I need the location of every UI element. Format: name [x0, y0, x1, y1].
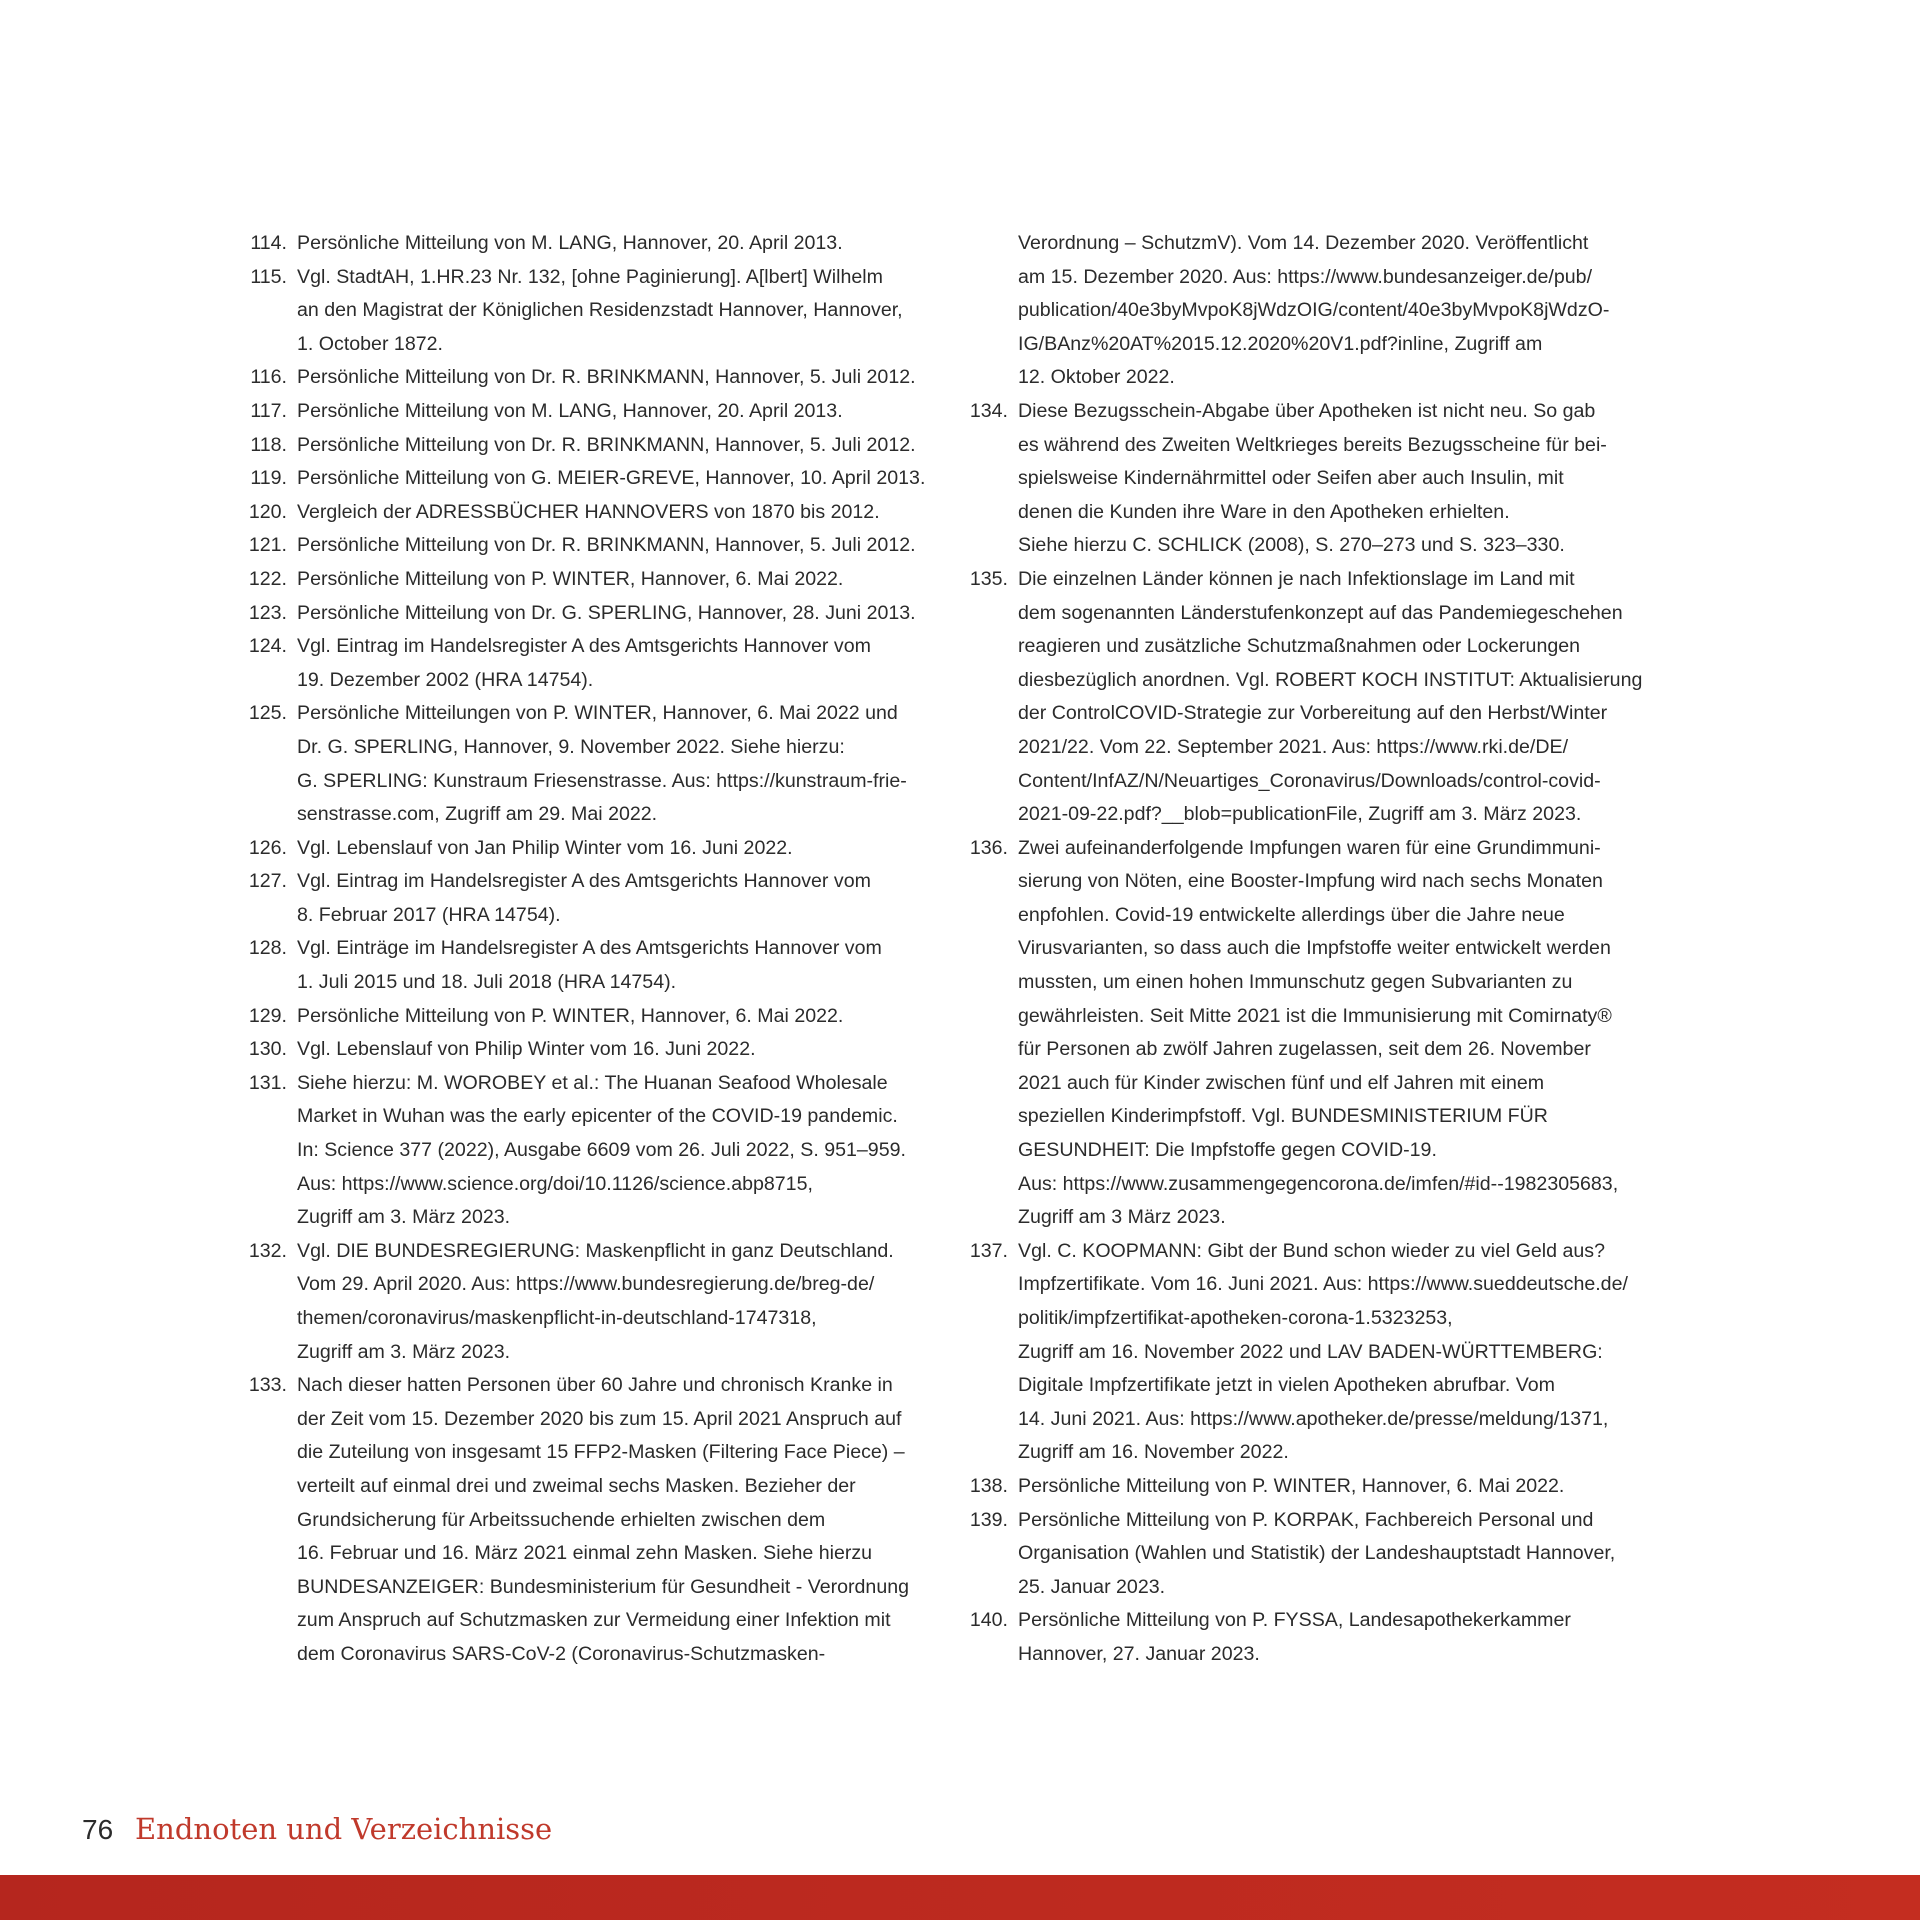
endnote-number: 120. [248, 500, 287, 523]
endnote-text-line: Vergleich der ADRESSBÜCHER HANNOVERS von 1870 bis 2012. [297, 500, 880, 523]
endnote-text-line: 12. Oktober 2022. [1018, 366, 1175, 389]
endnote-text-line: In: Science 377 (2022), Ausgabe 6609 vom 26. Juli 2022, S. 951–959. [297, 1139, 906, 1162]
endnote-text-line: der Zeit vom 15. Dezember 2020 bis zum 15. April 2021 Anspruch auf [297, 1407, 902, 1430]
endnote-number: 128. [248, 937, 287, 960]
endnote-text-line: Zugriff am 3 März 2023. [1018, 1206, 1226, 1229]
endnote-text-line: Vgl. Einträge im Handelsregister A des Amtsgerichts Hannover vom [297, 937, 882, 960]
endnote-number: 121. [248, 534, 287, 557]
page-number: 76 [82, 1814, 114, 1845]
endnote-text-line: Virusvarianten, so dass auch die Impfstoffe weiter entwickelt werden [1018, 937, 1611, 960]
endnote-115 [247, 261, 947, 362]
endnote-text-line: denen die Kunden ihre Ware in den Apotheken erhielten. [1018, 500, 1510, 523]
endnote-continuation [968, 227, 1678, 395]
endnote-text-line: Persönliche Mitteilung von P. WINTER, Hannover, 6. Mai 2022. [297, 1004, 844, 1027]
endnote-138 [968, 1470, 1678, 1504]
endnote-text-line: speziellen Kinderimpfstoff. Vgl. BUNDESMINISTERIUM FÜR [1018, 1105, 1548, 1128]
endnote-140 [968, 1604, 1678, 1671]
endnote-text-line: Diese Bezugsschein-Abgabe über Apotheken ist nicht neu. So gab [1018, 399, 1596, 422]
endnote-text-line: die Zuteilung von insgesamt 15 FFP2-Masken (Filtering Face Piece) – [297, 1441, 905, 1464]
endnote-number: 124. [248, 635, 287, 658]
endnote-number: 118. [250, 433, 287, 456]
endnote-text-line: für Personen ab zwölf Jahren zugelassen, seit dem 26. November [1018, 1038, 1591, 1061]
endnote-text-line: Vgl. C. KOOPMANN: Gibt der Bund schon wieder zu viel Geld aus? [1018, 1239, 1605, 1262]
endnote-text-line: Zugriff am 3. März 2023. [297, 1340, 511, 1363]
endnote-118 [247, 429, 947, 463]
endnote-text-line: Persönliche Mitteilung von P. FYSSA, Landesapothekerkammer [1018, 1609, 1571, 1632]
endnote-text-line: 2021-09-22.pdf?__blob=publicationFile, Zugriff am 3. März 2023. [1018, 803, 1582, 826]
endnote-137 [968, 1235, 1678, 1470]
endnote-text-line: Siehe hierzu C. SCHLICK (2008), S. 270–273 und S. 323–330. [1018, 534, 1565, 557]
endnote-text-line: Siehe hierzu: M. WOROBEY et al.: The Huanan Seafood Wholesale [297, 1071, 888, 1094]
endnote-text-line: Impfzertifikate. Vom 16. Juni 2021. Aus: https://www.sueddeutsche.de/ [1018, 1273, 1628, 1296]
endnote-number: 133. [248, 1374, 287, 1397]
endnote-number: 116. [250, 366, 287, 389]
endnote-125 [247, 697, 947, 831]
endnote-text-line: Dr. G. SPERLING, Hannover, 9. November 2022. Siehe hierzu: [297, 735, 845, 758]
endnote-text-line: Content/InfAZ/N/Neuartiges_Coronavirus/Downloads/control-covid- [1018, 769, 1601, 792]
endnote-text-line: Persönliche Mitteilung von G. MEIER-GREVE, Hannover, 10. April 2013. [297, 467, 926, 490]
endnote-120 [247, 496, 947, 530]
endnote-text-line: Zwei aufeinanderfolgende Impfungen waren für eine Grundimmuni- [1018, 836, 1601, 859]
endnote-text-line: Grundsicherung für Arbeitssuchende erhielten zwischen dem [297, 1508, 826, 1531]
endnote-number: 126. [248, 836, 287, 859]
endnote-text-line: mussten, um einen hohen Immunschutz gegen Subvarianten zu [1018, 971, 1573, 994]
endnote-text-line: 19. Dezember 2002 (HRA 14754). [297, 668, 594, 691]
endnote-number: 138. [969, 1474, 1008, 1497]
endnote-119 [247, 462, 947, 496]
endnotes-left-column [247, 227, 947, 1672]
endnote-135 [968, 563, 1678, 832]
endnote-text-line: spielsweise Kindernährmittel oder Seifen aber auch Insulin, mit [1018, 467, 1564, 490]
endnote-number: 139. [969, 1508, 1008, 1531]
endnote-text-line: Vgl. Lebenslauf von Jan Philip Winter vom 16. Juni 2022. [297, 836, 793, 859]
endnote-number: 125. [248, 702, 287, 725]
endnote-text-line: 16. Februar und 16. März 2021 einmal zehn Masken. Siehe hierzu [297, 1542, 873, 1565]
endnote-text-line: BUNDESANZEIGER: Bundesministerium für Gesundheit - Verordnung [297, 1575, 910, 1598]
endnote-text-line: Verordnung – SchutzmV). Vom 14. Dezember 2020. Veröffentlicht [1018, 232, 1589, 254]
endnote-number: 129. [248, 1004, 287, 1027]
endnote-123 [247, 597, 947, 631]
endnote-number: 117. [250, 399, 287, 422]
endnote-number: 115. [250, 265, 287, 288]
section-title: Endnoten und Verzeichnisse [135, 1812, 553, 1846]
endnote-number: 119. [250, 467, 287, 490]
endnote-text-line: 2021 auch für Kinder zwischen fünf und elf Jahren mit einem [1018, 1071, 1545, 1094]
endnote-127 [247, 865, 947, 932]
endnote-text-line: 1. Juli 2015 und 18. Juli 2018 (HRA 14754). [297, 971, 677, 994]
endnote-text-line: publication/40e3byMvpoK8jWdzOIG/content/40e3byMvpoK8jWdzO- [1018, 299, 1610, 322]
endnote-text-line: politik/impfzertifikat-apotheken-corona-1.5323253, [1018, 1307, 1453, 1329]
endnote-text-line: Hannover, 27. Januar 2023. [1018, 1642, 1260, 1665]
endnote-text-line: reagieren und zusätzliche Schutzmaßnahmen oder Lockerungen [1018, 635, 1581, 658]
endnote-text-line: am 15. Dezember 2020. Aus: https://www.bundesanzeiger.de/pub/ [1018, 265, 1593, 288]
endnote-text-line: sierung von Nöten, eine Booster-Impfung wird nach sechs Monaten [1018, 870, 1603, 893]
endnote-number: 122. [248, 567, 287, 590]
endnote-text-line: Zugriff am 16. November 2022 und LAV BADEN-WÜRTTEMBERG: [1018, 1340, 1603, 1363]
endnote-number: 131. [248, 1071, 287, 1094]
endnote-number: 134. [969, 399, 1008, 422]
endnote-text-line: Vgl. Lebenslauf von Philip Winter vom 16. Juni 2022. [297, 1038, 756, 1061]
endnote-126 [247, 832, 947, 866]
endnote-text-line: diesbezüglich anordnen. Vgl. ROBERT KOCH INSTITUT: Aktualisierung [1018, 668, 1643, 691]
endnote-number: 135. [969, 567, 1008, 590]
endnote-text-line: Persönliche Mitteilungen von P. WINTER, Hannover, 6. Mai 2022 und [297, 702, 898, 725]
endnote-text-line: 25. Januar 2023. [1018, 1575, 1166, 1598]
endnote-text-line: 14. Juni 2021. Aus: https://www.apotheker.de/presse/meldung/1371, [1018, 1407, 1609, 1430]
endnote-131 [247, 1067, 947, 1235]
endnote-text-line: verteilt auf einmal drei und zweimal sechs Masken. Bezieher der [297, 1474, 856, 1497]
endnote-text-line: Persönliche Mitteilung von M. LANG, Hannover, 20. April 2013. [297, 232, 843, 254]
endnote-117 [247, 395, 947, 429]
endnote-text-line: Vom 29. April 2020. Aus: https://www.bundesregierung.de/breg-de/ [297, 1273, 875, 1296]
endnote-text-line: 8. Februar 2017 (HRA 14754). [297, 903, 561, 926]
endnote-text-line: 1. October 1872. [297, 332, 443, 355]
endnote-text-line: Vgl. StadtAH, 1.HR.23 Nr. 132, [ohne Paginierung]. A[lbert] Wilhelm [297, 265, 883, 288]
endnote-text-line: Die einzelnen Länder können je nach Infektionslage im Land mit [1018, 567, 1575, 590]
endnote-text-line: 2021/22. Vom 22. September 2021. Aus: https://www.rki.de/DE/ [1018, 735, 1569, 758]
endnote-text-line: dem Coronavirus SARS-CoV-2 (Coronavirus-Schutzmasken- [297, 1642, 826, 1665]
endnote-text-line: GESUNDHEIT: Die Impfstoffe gegen COVID-19. [1018, 1139, 1437, 1162]
endnote-number: 137. [969, 1239, 1008, 1262]
endnote-121 [247, 529, 947, 563]
endnote-128 [247, 932, 947, 999]
endnote-text-line: dem sogenannten Länderstufenkonzept auf das Pandemiegeschehen [1018, 601, 1623, 624]
endnote-130 [247, 1033, 947, 1067]
endnote-136 [968, 832, 1678, 1235]
endnote-text-line: zum Anspruch auf Schutzmasken zur Vermeidung einer Infektion mit [297, 1609, 891, 1632]
endnote-129 [247, 1000, 947, 1034]
endnote-text-line: Nach dieser hatten Personen über 60 Jahre und chronisch Kranke in [297, 1374, 893, 1397]
endnote-text-line: Persönliche Mitteilung von M. LANG, Hannover, 20. April 2013. [297, 399, 843, 422]
endnote-133 [247, 1369, 947, 1671]
endnote-text-line: Persönliche Mitteilung von P. WINTER, Hannover, 6. Mai 2022. [297, 567, 844, 590]
endnote-124 [247, 630, 947, 697]
endnote-text-line: Persönliche Mitteilung von Dr. R. BRINKMANN, Hannover, 5. Juli 2012. [297, 366, 916, 389]
endnote-number: 140. [969, 1609, 1008, 1632]
endnote-text-line: Zugriff am 3. März 2023. [297, 1206, 511, 1229]
footer-bar [0, 1875, 1920, 1920]
endnote-text-line: IG/BAnz%20AT%2015.12.2020%20V1.pdf?inline, Zugriff am [1018, 332, 1543, 355]
endnote-text-line: gewährleisten. Seit Mitte 2021 ist die Immunisierung mit Comirnaty® [1018, 1004, 1612, 1027]
endnote-text-line: Aus: https://www.science.org/doi/10.1126/science.abp8715, [297, 1172, 813, 1195]
endnote-text-line: Persönliche Mitteilung von Dr. R. BRINKMANN, Hannover, 5. Juli 2012. [297, 433, 916, 456]
endnotes-right-column [968, 227, 1678, 1672]
endnote-text-line: Persönliche Mitteilung von Dr. G. SPERLING, Hannover, 28. Juni 2013. [297, 601, 916, 624]
endnote-number: 127. [248, 870, 287, 893]
endnote-number: 123. [248, 601, 287, 624]
endnote-text-line: an den Magistrat der Königlichen Residenzstadt Hannover, Hannover, [297, 299, 903, 322]
endnote-text-line: senstrasse.com, Zugriff am 29. Mai 2022. [297, 803, 658, 826]
endnote-text-line: Aus: https://www.zusammengegencorona.de/imfen/#id--1982305683, [1018, 1172, 1619, 1195]
endnote-132 [247, 1235, 947, 1369]
endnote-text-line: enpfohlen. Covid-19 entwickelte allerdings über die Jahre neue [1018, 903, 1565, 926]
endnote-text-line: Digitale Impfzertifikate jetzt in vielen Apotheken abrufbar. Vom [1018, 1374, 1555, 1397]
endnote-text-line: Vgl. DIE BUNDESREGIERUNG: Maskenpflicht in ganz Deutschland. [297, 1239, 894, 1262]
endnote-text-line: Market in Wuhan was the early epicenter of the COVID-19 pandemic. [297, 1105, 898, 1128]
endnote-114 [247, 227, 947, 261]
endnote-text-line: der ControlCOVID-Strategie zur Vorbereitung auf den Herbst/Winter [1018, 702, 1608, 725]
endnote-number: 136. [969, 836, 1008, 859]
endnote-116 [247, 361, 947, 395]
endnote-number: 132. [248, 1239, 287, 1262]
endnote-text-line: Vgl. Eintrag im Handelsregister A des Amtsgerichts Hannover vom [297, 870, 871, 893]
endnote-text-line: Persönliche Mitteilung von P. WINTER, Hannover, 6. Mai 2022. [1018, 1474, 1565, 1497]
endnote-134 [968, 395, 1678, 563]
endnote-text-line: themen/coronavirus/maskenpflicht-in-deutschland-1747318, [297, 1307, 817, 1329]
endnote-122 [247, 563, 947, 597]
endnote-number: 114. [250, 232, 287, 254]
endnote-text-line: Persönliche Mitteilung von Dr. R. BRINKMANN, Hannover, 5. Juli 2012. [297, 534, 916, 557]
endnote-text-line: Persönliche Mitteilung von P. KORPAK, Fachbereich Personal und [1018, 1508, 1594, 1531]
endnote-text-line: G. SPERLING: Kunstraum Friesenstrasse. Aus: https://kunstraum-frie- [297, 769, 907, 792]
endnote-139 [968, 1504, 1678, 1605]
endnote-text-line: Vgl. Eintrag im Handelsregister A des Amtsgerichts Hannover vom [297, 635, 871, 658]
endnote-text-line: es während des Zweiten Weltkrieges bereits Bezugsscheine für bei- [1018, 433, 1607, 456]
endnote-text-line: Organisation (Wahlen und Statistik) der Landeshauptstadt Hannover, [1018, 1542, 1616, 1565]
endnote-text-line: Zugriff am 16. November 2022. [1018, 1441, 1289, 1464]
endnote-number: 130. [248, 1038, 287, 1061]
